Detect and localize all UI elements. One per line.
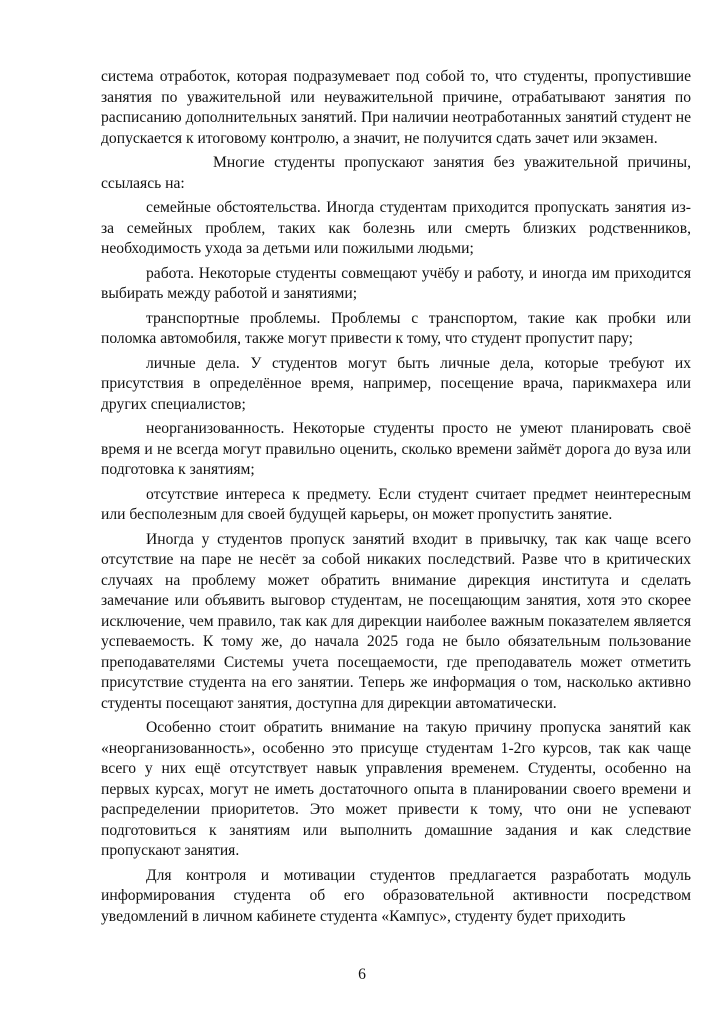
paragraph-habit: Иногда у студентов пропуск занятий входит в привычку, так как чаще всего отсутствие на паре не несёт за собой никаких последствий. Разве что в критических случаях на проблему может обратить внимание дирекция института и сделать замечание или объявить выговор студентам, не посещающим занятия, хотя это скорее исключение, чем правило, так как для дирекции наиболее важным показателем является успеваемость. К тому же, до начала 2025 года не было обязательным пользование преподавателями Системы учета посещаемости, где преподаватель может отметить присутствие студента на его занятии. Теперь же информация о том, насколько активно студенты посещают занятия, доступна для дирекции автоматически. <box>101 530 691 712</box>
paragraph-intro-list: Многие студенты пропускают занятия без уважительной причины, ссылаясь на: <box>101 154 691 192</box>
document-body <box>101 67 691 931</box>
paragraph-proposal: Для контроля и мотивации студентов предлагается разработать модуль информирования студента об его образовательной активности посредством уведомлений в личном кабинете студента «Кампус», студенту будет приходить <box>101 866 691 925</box>
list-item-family: семейные обстоятельства. Иногда студентам приходится пропускать занятия из-за семейных проблем, таких как болезнь или смерть близких родственников, необходимость ухода за детьми или пожилыми людьми; <box>101 199 691 257</box>
list-item-disorganization: неорганизованность. Некоторые студенты просто не умеют планировать своё время и не всегда могут правильно оценить, сколько времени займёт дорога до вуза или подготовка к занятиям; <box>101 420 691 478</box>
paragraph-continuation: система отработок, которая подразумевает под собой то, что студенты, пропустившие занятия по уважительной или неуважительной причине, отрабатывают занятия по расписанию дополнительных занятий. При наличии неотработанных занятий студент не допускается к итоговому контролю, а значит, не получится сдать зачет или экзамен. <box>101 68 691 147</box>
list-item-work: работа. Некоторые студенты совмещают учёбу и работу, и иногда им приходится выбирать между работой и занятиями; <box>101 264 691 302</box>
list-item-personal: личные дела. У студентов могут быть личные дела, которые требуют их присутствия в определённое время, например, посещение врача, парикмахера или других специалистов; <box>101 354 691 413</box>
list-item-transport: транспортные проблемы. Проблемы с транспортом, такие как пробки или поломка автомобиля, также могут привести к тому, что студент пропустит пару; <box>101 309 691 347</box>
list-item-no-interest: отсутствие интереса к предмету. Если студент считает предмет неинтересным или бесполезным для своей будущей карьеры, он может пропустить занятие. <box>101 485 691 523</box>
page-number: 6 <box>358 966 366 983</box>
paragraph-disorganization: Особенно стоит обратить внимание на такую причину пропуска занятий как «неорганизованность», особенно это присуще студентам 1-2го курсов, так как чаще всего у них ещё отсутствует навык управления временем. Студенты, особенно на первых курсах, могут не иметь достаточного опыта в планировании своего времени и распределении приоритетов. Это может привести к тому, что они не успевают подготовиться к занятиям или выполнить домашние задания и как следствие пропускают занятия. <box>101 719 691 859</box>
